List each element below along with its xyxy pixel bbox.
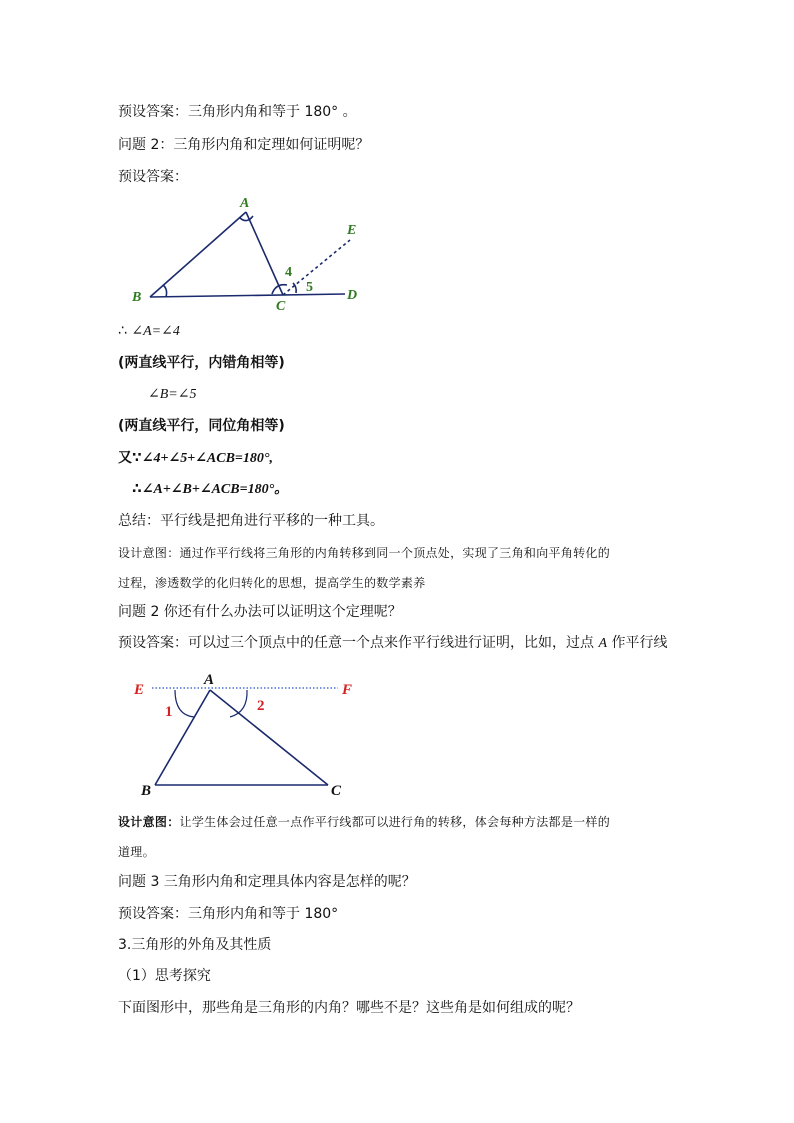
answer-text: 预设答案：可以过三个顶点中的任意一个点来作平行线进行证明，比如，过点 (118, 635, 599, 651)
segment-AB (155, 690, 210, 785)
therefore-symbol: ∴ (118, 323, 132, 339)
label-E: E (347, 223, 357, 238)
reason-line-1: (两直线平行，内错角相等) (118, 355, 285, 371)
segment-BD (150, 294, 345, 297)
label-A: A (204, 672, 215, 688)
question-2-alt: 问题 2 你还有什么办法可以证明这个定理呢？ (118, 604, 402, 620)
proof-text: ∠A+∠B+∠ACB=180°。 (141, 482, 289, 497)
label-D: D (347, 288, 358, 303)
proof-line-4 (132, 480, 288, 499)
proof-line-2: ∠B=∠5 (148, 387, 197, 402)
angle-A-arc (240, 216, 253, 221)
summary: 总结：平行线是把角进行平移的一种工具。 (118, 513, 384, 529)
therefore-symbol: ∴ (132, 481, 142, 497)
proof-line-3 (118, 449, 273, 468)
triangle-figure-1 (120, 190, 380, 315)
reason-line-2: (两直线平行，同位角相等) (118, 418, 285, 434)
label-5: 5 (306, 280, 313, 295)
label-C: C (331, 783, 342, 799)
preset-answer-3: 预设答案：三角形内角和等于 180° (118, 906, 339, 922)
preset-answer-1: 预设答案：三角形内角和等于 180° 。 (118, 104, 357, 120)
angle-B-arc (163, 285, 167, 297)
design-intent-1: 设计意图：通过作平行线将三角形的内角转移到同一个顶点处，实现了三角和向平角转化的 (118, 546, 611, 560)
label-A: A (240, 196, 250, 211)
design-intent-1-cont: 过程，渗透数学的化归转化的思想，提高学生的数学素养 (118, 576, 426, 590)
segment-AC (210, 690, 328, 785)
proof-text: ∠A=∠4 (131, 324, 180, 339)
point-A: A (598, 636, 608, 651)
label-2: 2 (257, 698, 265, 714)
preset-answer-2 (118, 634, 667, 653)
label-F: F (342, 682, 353, 698)
label-C: C (276, 299, 286, 314)
design-intent-2-cont: 道理。 (118, 845, 155, 859)
exploration-question: 下面图形中，那些角是三角形的内角？哪些不是？这些角是如何组成的呢？ (118, 1000, 580, 1016)
segment-AC (246, 212, 283, 295)
label-B: B (141, 783, 152, 799)
label-E: E (134, 682, 145, 698)
design-intent-text: 让学生体会过任意一点作平行线都可以进行角的转移，体会每种方法都是一样的 (179, 815, 611, 829)
proof-text: ∠4+∠5+∠ACB=180°, (141, 451, 273, 466)
angle-5-arc (293, 283, 296, 293)
question-2-heading: 问题 2：三角形内角和定理如何证明呢？ (118, 137, 370, 153)
label-4: 4 (285, 265, 292, 280)
answer-text-end: 作平行线 (607, 635, 668, 651)
proof-line-1 (118, 322, 180, 341)
design-intent-label: 设计意图： (118, 815, 180, 829)
angle-2-arc (230, 690, 247, 717)
label-B: B (132, 290, 142, 305)
subsection-1-heading: （1）思考探究 (118, 968, 211, 984)
label-1: 1 (165, 704, 173, 720)
preset-answer-label: 预设答案： (118, 169, 188, 185)
section-3-heading: 3.三角形的外角及其性质 (118, 937, 272, 953)
triangle-figure-2 (130, 670, 370, 800)
question-3-heading: 问题 3 三角形内角和定理具体内容是怎样的呢？ (118, 874, 416, 890)
angle-1-arc (175, 690, 194, 717)
segment-AB (150, 212, 246, 297)
also-because: 又∵ (118, 450, 142, 466)
design-intent-2 (118, 813, 610, 831)
ray-CE (283, 240, 350, 295)
